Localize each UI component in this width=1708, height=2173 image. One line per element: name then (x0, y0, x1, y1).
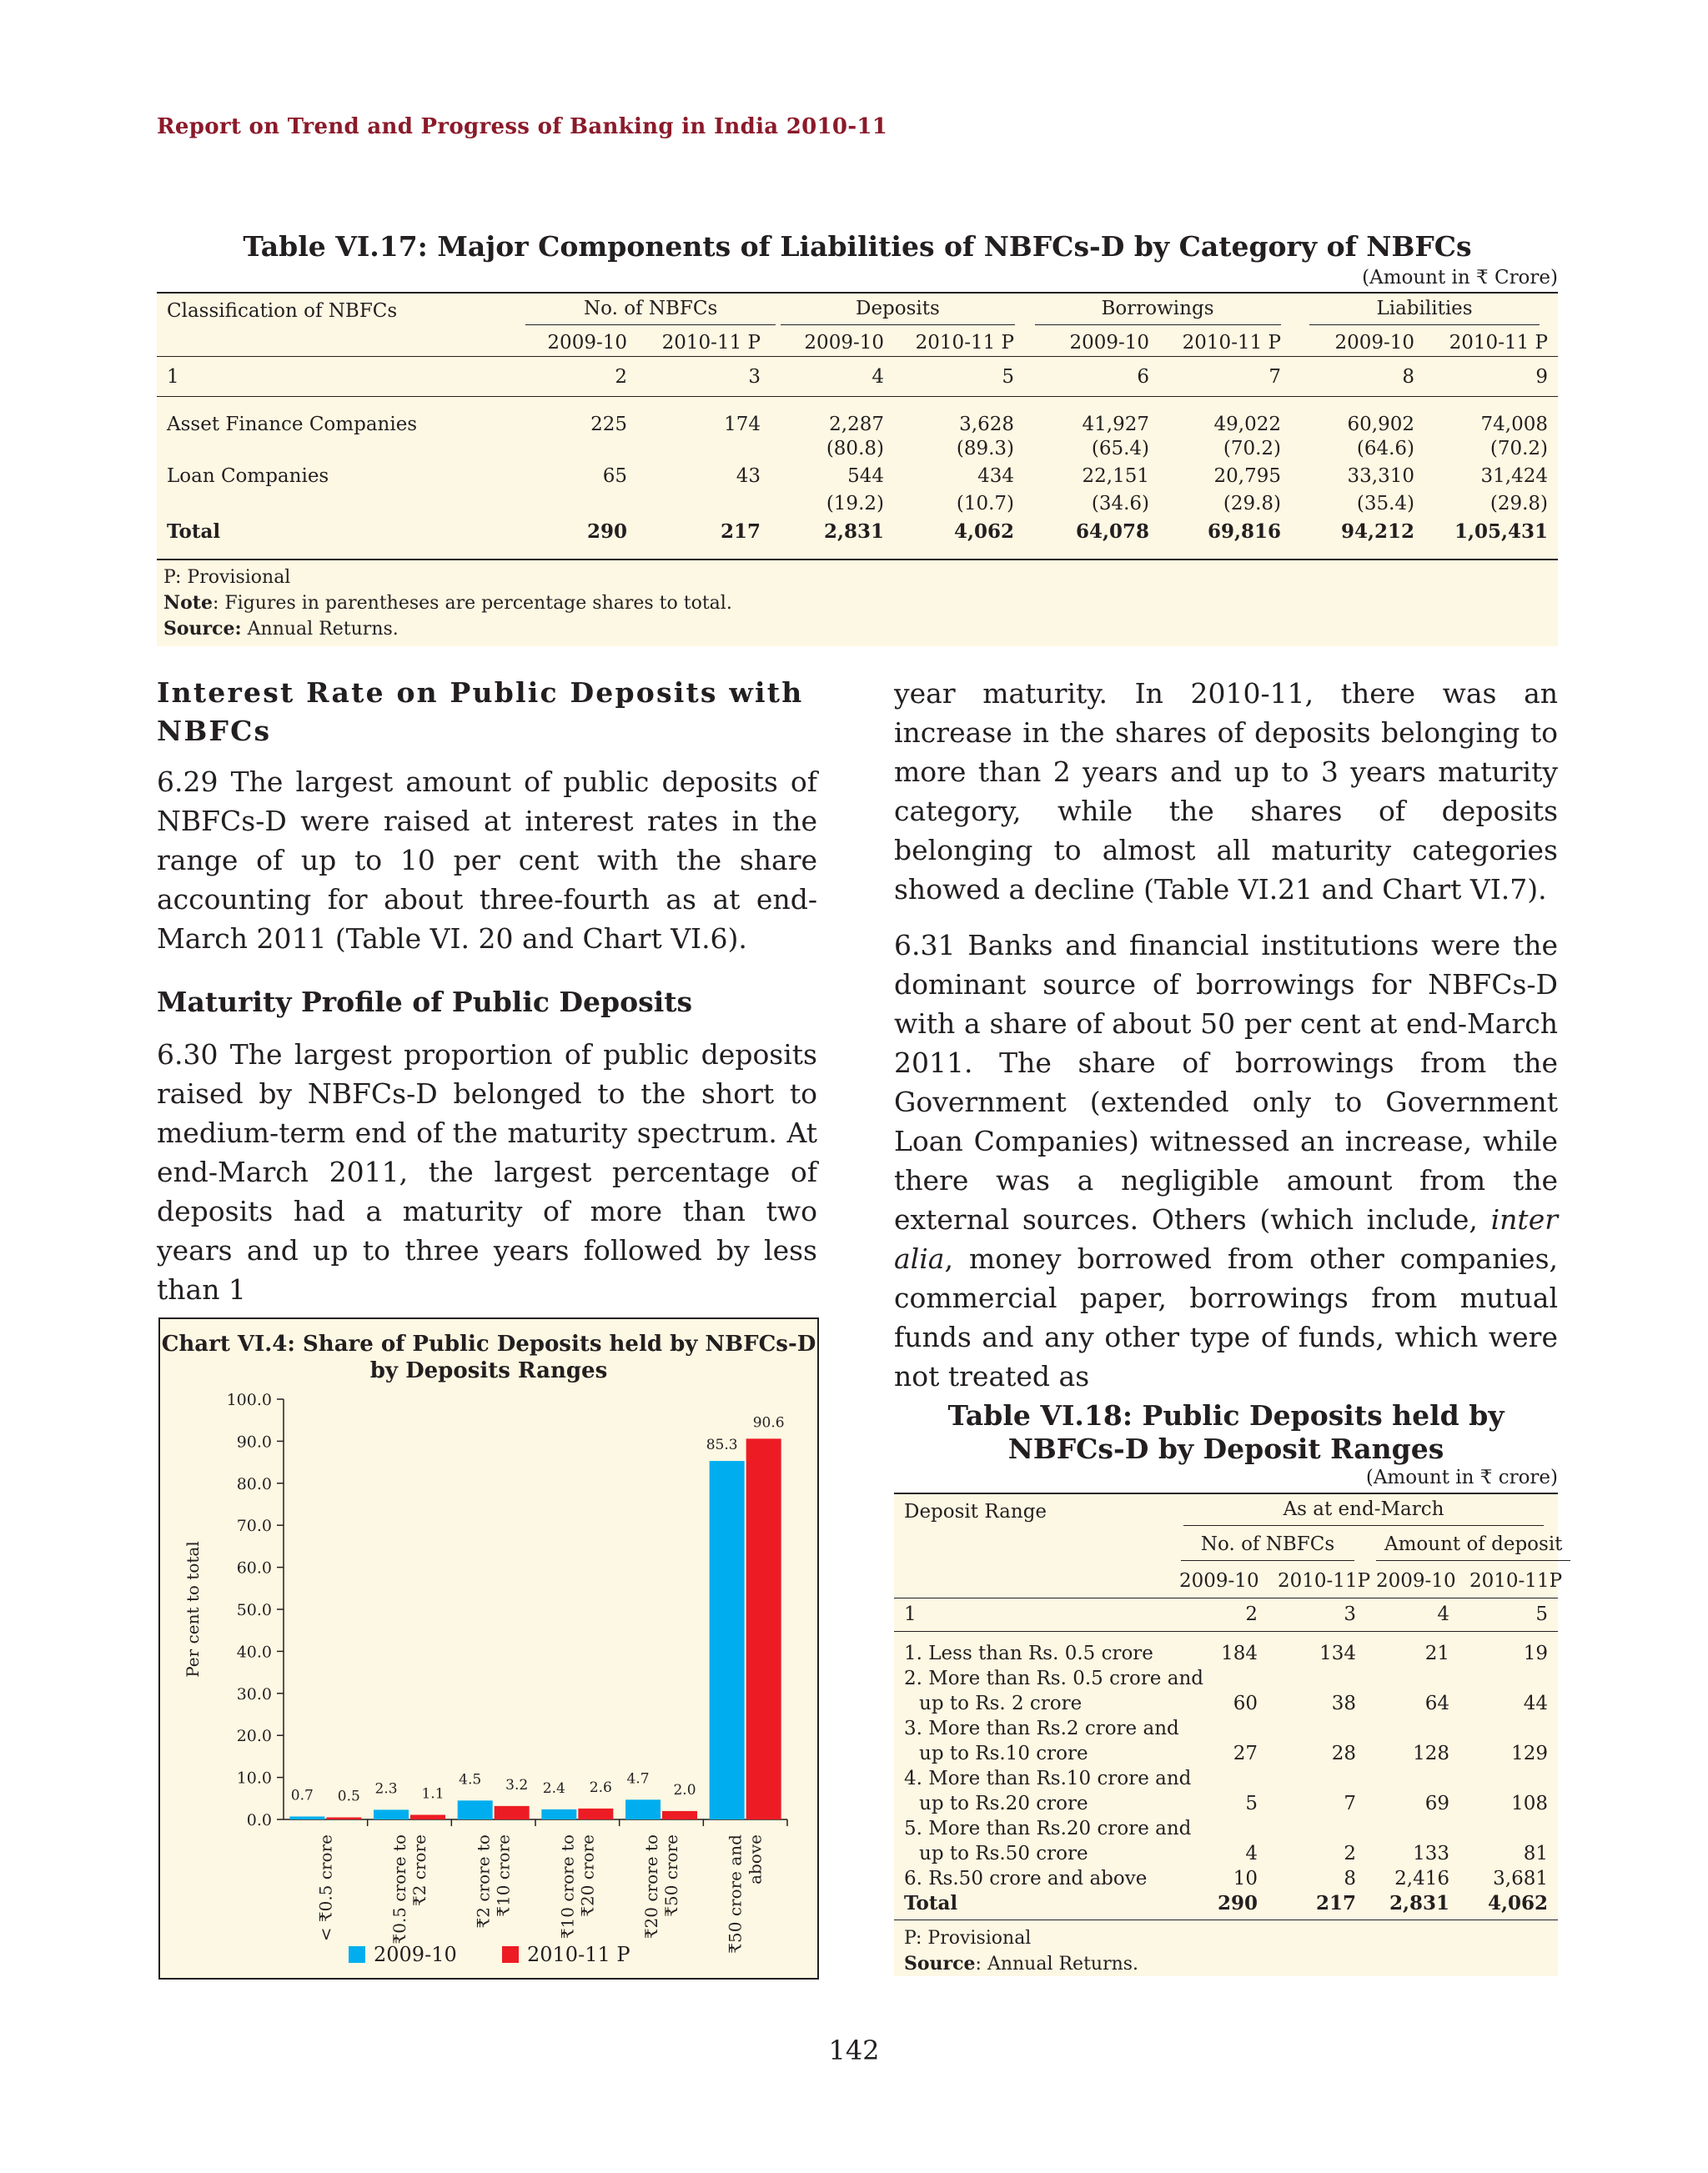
table-row-total (894, 1889, 1558, 1920)
bar-2010-11-p (410, 1814, 445, 1819)
cell-value: 43 (736, 465, 761, 487)
col-number: 9 (1424, 357, 1558, 397)
data-label: 0.5 (337, 1788, 360, 1805)
col-number: 5 (1459, 1598, 1558, 1631)
table-17-notes (163, 565, 732, 642)
cell-value: 225 (590, 413, 627, 435)
paragraph-6-30-continued: year maturity. In 2010-11, there was an increase in the shares of deposits belonging to more than 2 years and up to 3 years maturity category, while the shares of deposits belonging to almost all maturity categories showed a decline (Table VI.21 and Chart VI.7). (894, 677, 1558, 906)
group-header: Liabilities (1291, 293, 1558, 329)
legend-label: 2010-11 P (527, 1943, 630, 1966)
col-number: 8 (1291, 357, 1424, 397)
cell-value: 22,151 (1082, 465, 1150, 487)
bar-2009-10 (458, 1800, 493, 1819)
year-header: 2010-11 P (1424, 329, 1558, 357)
col-number: 3 (1268, 1598, 1366, 1631)
table-18-grid (894, 1493, 1563, 1920)
table-17-grid (157, 292, 1558, 545)
cell-share: (64.6) (1356, 438, 1415, 459)
row-label-cont: up to Rs. 2 crore (919, 1693, 1083, 1714)
cell-value: 133 (1413, 1843, 1449, 1864)
y-tick-label: 100.0 (226, 1391, 272, 1409)
col-number: 2 (515, 357, 637, 397)
cell-share: (35.4) (1356, 493, 1415, 514)
table-17 (157, 292, 1558, 646)
cell-share: (80.8) (826, 438, 884, 459)
paragraph-6-31: 6.31 Banks and financial institutions were the dominant source of borrowings for NBFCs-D with a share of about 50 per cent at end-March 2011. The share of borrowings from the Government (extended only to Government Loan Companies) witnessed an increase, while there was a negligible amount from the external sources. Others (which include, inter alia, money borrowed from other companies, commercial paper, borrowings from mutual funds and any other type of funds, which were not treated as (894, 929, 1558, 1393)
row-label: 5. More than Rs.20 crore and (904, 1818, 1192, 1839)
cell-value: 108 (1511, 1793, 1548, 1814)
chart-vi-4 (158, 1317, 819, 1980)
cell-value: 290 (1169, 1889, 1268, 1920)
cell-value: 1,05,431 (1454, 519, 1549, 543)
cell-value: 74,008 (1480, 413, 1549, 435)
provisional-note: P: Provisional (904, 1928, 1032, 1949)
y-tick-label: 70.0 (236, 1517, 272, 1536)
table-17-title: Table VI.17: Major Components of Liabilities of NBFCs-D by Category of NBFCs (243, 230, 1472, 263)
x-tick-label: ₹50 crore (661, 1834, 681, 1917)
cell-share: (89.3) (956, 438, 1015, 459)
legend-item-2009-10 (349, 1943, 457, 1966)
chart-canvas (160, 1319, 817, 1978)
year-header: 2009-10 (1366, 1564, 1459, 1598)
cell-share: (65.4) (1091, 438, 1150, 459)
x-tick-label: ₹2 crore to (473, 1834, 494, 1929)
row-label: Loan Companies (167, 465, 329, 487)
year-header: 2010-11P (1268, 1564, 1366, 1598)
cell-value: 217 (720, 519, 761, 543)
table-row (157, 463, 1558, 490)
bar-2010-11-p (662, 1811, 697, 1819)
table-row (894, 1631, 1558, 1664)
table-18-notes (904, 1926, 1138, 1977)
bar-2010-11-p (746, 1438, 781, 1819)
row-label: 6. Rs.50 crore and above (904, 1868, 1148, 1889)
table-row-total (157, 518, 1558, 545)
table-row-cont (894, 1839, 1558, 1864)
right-column (894, 674, 1558, 1396)
row-label: 3. More than Rs.2 crore and (904, 1718, 1179, 1739)
year-header: 2009-10 (1291, 329, 1424, 357)
row-label: Total (894, 1889, 1169, 1920)
y-tick-label: 30.0 (236, 1684, 272, 1704)
x-tick-label: < ₹0.5 crore (315, 1834, 336, 1942)
note-line: Note: Figures in parentheses are percentage shares to total. (163, 592, 732, 614)
row-label: 2. More than Rs. 0.5 crore and (904, 1668, 1203, 1689)
running-head: Report on Trend and Progress of Banking in India 2010-11 (157, 114, 888, 139)
cell-value: 33,310 (1347, 465, 1415, 487)
col-number: 1 (894, 1598, 1169, 1631)
y-tick-label: 50.0 (236, 1601, 272, 1619)
cell-value: 3,681 (1493, 1868, 1548, 1889)
year-header: 2009-10 (1169, 1564, 1268, 1598)
row-label: Total (167, 519, 221, 543)
cell-value: 434 (977, 465, 1015, 487)
cell-value: 4 (1245, 1843, 1258, 1864)
data-label: 4.7 (626, 1770, 650, 1788)
table-row-cont (894, 1739, 1558, 1764)
cell-value: 21 (1424, 1643, 1449, 1664)
year-header: 2010-11 P (637, 329, 771, 357)
bar-2009-10 (625, 1799, 661, 1819)
cell-value: 20,795 (1213, 465, 1282, 487)
cell-value: 65 (602, 465, 627, 487)
legend-swatch (349, 1946, 365, 1963)
col-number: 5 (894, 357, 1024, 397)
data-label: 2.4 (542, 1779, 565, 1797)
chart-title: Chart VI.4: Share of Public Deposits held by NBFCs-D by Deposits Ranges (161, 1332, 816, 1383)
group-header: No. of NBFCs (515, 293, 771, 329)
group-header: Deposits (771, 293, 1024, 329)
cell-value: 129 (1511, 1743, 1548, 1764)
cell-value: 31,424 (1480, 465, 1549, 487)
row-label: 4. More than Rs.10 crore and (904, 1768, 1192, 1789)
data-label: 85.3 (706, 1437, 738, 1454)
cell-value: 27 (1233, 1743, 1258, 1764)
col-number: 6 (1024, 357, 1159, 397)
table-17-bottom-rule (157, 559, 1558, 560)
paragraph-6-30: 6.30 The largest proportion of public deposits raised by NBFCs-D belonged to the short to medium-term end of the maturity spectrum. At end-March 2011, the largest percentage of deposits had a maturity of more than two years and up to three years followed by less than 1 (157, 1038, 817, 1306)
y-tick-label: 90.0 (236, 1433, 272, 1452)
x-tick-label: ₹10 crore to (557, 1834, 578, 1940)
page-number: 142 (828, 2035, 880, 2066)
cell-value: 184 (1221, 1643, 1258, 1664)
data-label: 90.6 (752, 1414, 785, 1432)
provisional-note: P: Provisional (163, 567, 291, 588)
cell-value: 64 (1424, 1693, 1449, 1714)
cell-share: (29.8) (1223, 493, 1282, 514)
cell-value: 38 (1331, 1693, 1356, 1714)
year-header: 2010-11P (1459, 1564, 1558, 1598)
bar-2009-10 (710, 1461, 745, 1819)
cell-value: 81 (1523, 1843, 1548, 1864)
year-header: 2010-11 P (1159, 329, 1291, 357)
data-label: 1.1 (421, 1785, 445, 1803)
cell-value: 60,902 (1347, 413, 1415, 435)
row-label-cont: up to Rs.20 crore (919, 1793, 1088, 1814)
legend-item-2010-11-p (502, 1943, 630, 1966)
cell-value: 60 (1233, 1693, 1258, 1714)
group-header: Borrowings (1024, 293, 1291, 329)
cell-value: 2,831 (1366, 1889, 1459, 1920)
col-number: 3 (637, 357, 771, 397)
table-row-cont (894, 1689, 1558, 1714)
table-row (894, 1864, 1558, 1889)
row-label-cont: up to Rs.50 crore (919, 1843, 1088, 1864)
cell-value: 217 (1268, 1889, 1366, 1920)
y-tick-label: 0.0 (246, 1811, 272, 1829)
cell-value: 290 (586, 519, 627, 543)
year-header: 2009-10 (771, 329, 894, 357)
cell-value: 2,416 (1394, 1868, 1449, 1889)
cell-value: 49,022 (1213, 413, 1282, 435)
y-axis-label: Per cent to total (183, 1541, 203, 1678)
cell-value: 8 (1344, 1868, 1356, 1889)
col-classification-header: Classification of NBFCs (157, 293, 515, 329)
legend-label: 2009-10 (374, 1943, 457, 1966)
cell-value: 69,816 (1207, 519, 1282, 543)
cell-value: 64,078 (1075, 519, 1150, 543)
col-number: 2 (1169, 1598, 1268, 1631)
section-heading-interest-rate: Interest Rate on Public Deposits with NBFCs (157, 676, 804, 747)
x-tick-label: ₹10 crore (493, 1834, 514, 1917)
left-column (157, 674, 817, 1309)
table-17-unit: (Amount in ₹ Crore) (1362, 267, 1558, 289)
col-number: 4 (771, 357, 894, 397)
cell-share: (29.8) (1489, 493, 1549, 514)
table-row (894, 1814, 1558, 1839)
as-at-header: As at end-March (1169, 1493, 1558, 1529)
y-tick-label: 40.0 (236, 1643, 272, 1662)
group-header: No. of NBFCs (1169, 1529, 1366, 1564)
y-tick-label: 60.0 (236, 1558, 272, 1578)
bar-2009-10 (374, 1809, 409, 1819)
x-tick-label: above (745, 1834, 766, 1884)
cell-value: 3,628 (959, 413, 1015, 435)
cell-share: (34.6) (1091, 493, 1150, 514)
empty-cell (157, 329, 515, 357)
year-header: 2010-11 P (894, 329, 1024, 357)
cell-value: 19 (1523, 1643, 1548, 1664)
y-tick-label: 80.0 (236, 1474, 272, 1493)
cell-value: 4,062 (953, 519, 1015, 543)
cell-share: (19.2) (826, 493, 884, 514)
data-label: 2.6 (589, 1779, 612, 1796)
col-number: 7 (1159, 357, 1291, 397)
row-label: 1. Less than Rs. 0.5 crore (904, 1643, 1153, 1664)
cell-share: (10.7) (956, 493, 1015, 514)
table-row (894, 1714, 1558, 1739)
cell-value: 544 (847, 465, 884, 487)
cell-value: 134 (1319, 1643, 1356, 1664)
group-header: Amount of deposit (1366, 1529, 1558, 1564)
cell-value: 44 (1523, 1693, 1548, 1714)
x-tick-label: ₹0.5 crore to (389, 1834, 409, 1945)
cell-value: 5 (1245, 1793, 1258, 1814)
year-header: 2009-10 (515, 329, 637, 357)
year-header: 2009-10 (1024, 329, 1159, 357)
cell-value: 41,927 (1082, 413, 1150, 435)
table-row-cont (894, 1789, 1558, 1814)
cell-value: 2,287 (829, 413, 884, 435)
cell-value: 69 (1424, 1793, 1449, 1814)
x-tick-label: ₹20 crore to (641, 1834, 661, 1940)
bar-2010-11-p (326, 1817, 361, 1819)
data-label: 2.0 (673, 1781, 696, 1799)
paragraph-6-29: 6.29 The largest amount of public deposits of NBFCs-D were raised at interest rates in the range of up to 10 per cent with the share accounting for about three-fourth as at end-March 2011 (Table VI. 20 and Chart VI.6). (157, 765, 817, 955)
y-tick-label: 10.0 (236, 1769, 272, 1788)
data-label: 0.7 (290, 1787, 314, 1804)
cell-value: 4,062 (1459, 1889, 1558, 1920)
cell-share: (70.2) (1223, 438, 1282, 459)
table-row-shares (157, 490, 1558, 518)
table-row-shares (157, 435, 1558, 463)
table-row (894, 1664, 1558, 1689)
table-18-unit: (Amount in ₹ crore) (1365, 1467, 1558, 1488)
row-label: Asset Finance Companies (167, 413, 418, 435)
bar-2009-10 (541, 1809, 576, 1819)
cell-value: 7 (1344, 1793, 1356, 1814)
x-tick-label: ₹20 crore (577, 1834, 598, 1917)
x-tick-label: ₹2 crore (409, 1834, 430, 1907)
bar-2010-11-p (495, 1806, 530, 1819)
table-18-title: Table VI.18: Public Deposits held by NBFCs-D by Deposit Ranges (947, 1399, 1505, 1465)
legend-swatch (502, 1946, 519, 1963)
cell-value: 174 (724, 413, 761, 435)
data-label: 3.2 (505, 1776, 529, 1794)
section-heading-maturity: Maturity Profile of Public Deposits (157, 986, 693, 1018)
col-range-header: Deposit Range (894, 1493, 1169, 1529)
cell-value: 128 (1413, 1743, 1449, 1764)
cell-value: 10 (1233, 1868, 1258, 1889)
cell-value: 94,212 (1340, 519, 1415, 543)
cell-share: (70.2) (1489, 438, 1549, 459)
x-tick-label: ₹50 crore and (725, 1834, 746, 1954)
col-number: 4 (1366, 1598, 1459, 1631)
col-number: 1 (157, 357, 515, 397)
table-row (157, 397, 1558, 435)
table-row (894, 1764, 1558, 1789)
cell-value: 28 (1331, 1743, 1356, 1764)
cell-value: 2,831 (823, 519, 884, 543)
bar-2009-10 (289, 1816, 324, 1819)
row-label-cont: up to Rs.10 crore (919, 1743, 1088, 1764)
data-label: 4.5 (459, 1771, 482, 1789)
source-line: Source: Annual Returns. (904, 1953, 1139, 1975)
table-18 (894, 1493, 1563, 1976)
cell-value: 2 (1344, 1843, 1356, 1864)
source-line: Source: Annual Returns. (163, 618, 399, 640)
bar-2010-11-p (578, 1809, 613, 1819)
y-tick-label: 20.0 (236, 1727, 272, 1746)
data-label: 2.3 (374, 1780, 398, 1798)
